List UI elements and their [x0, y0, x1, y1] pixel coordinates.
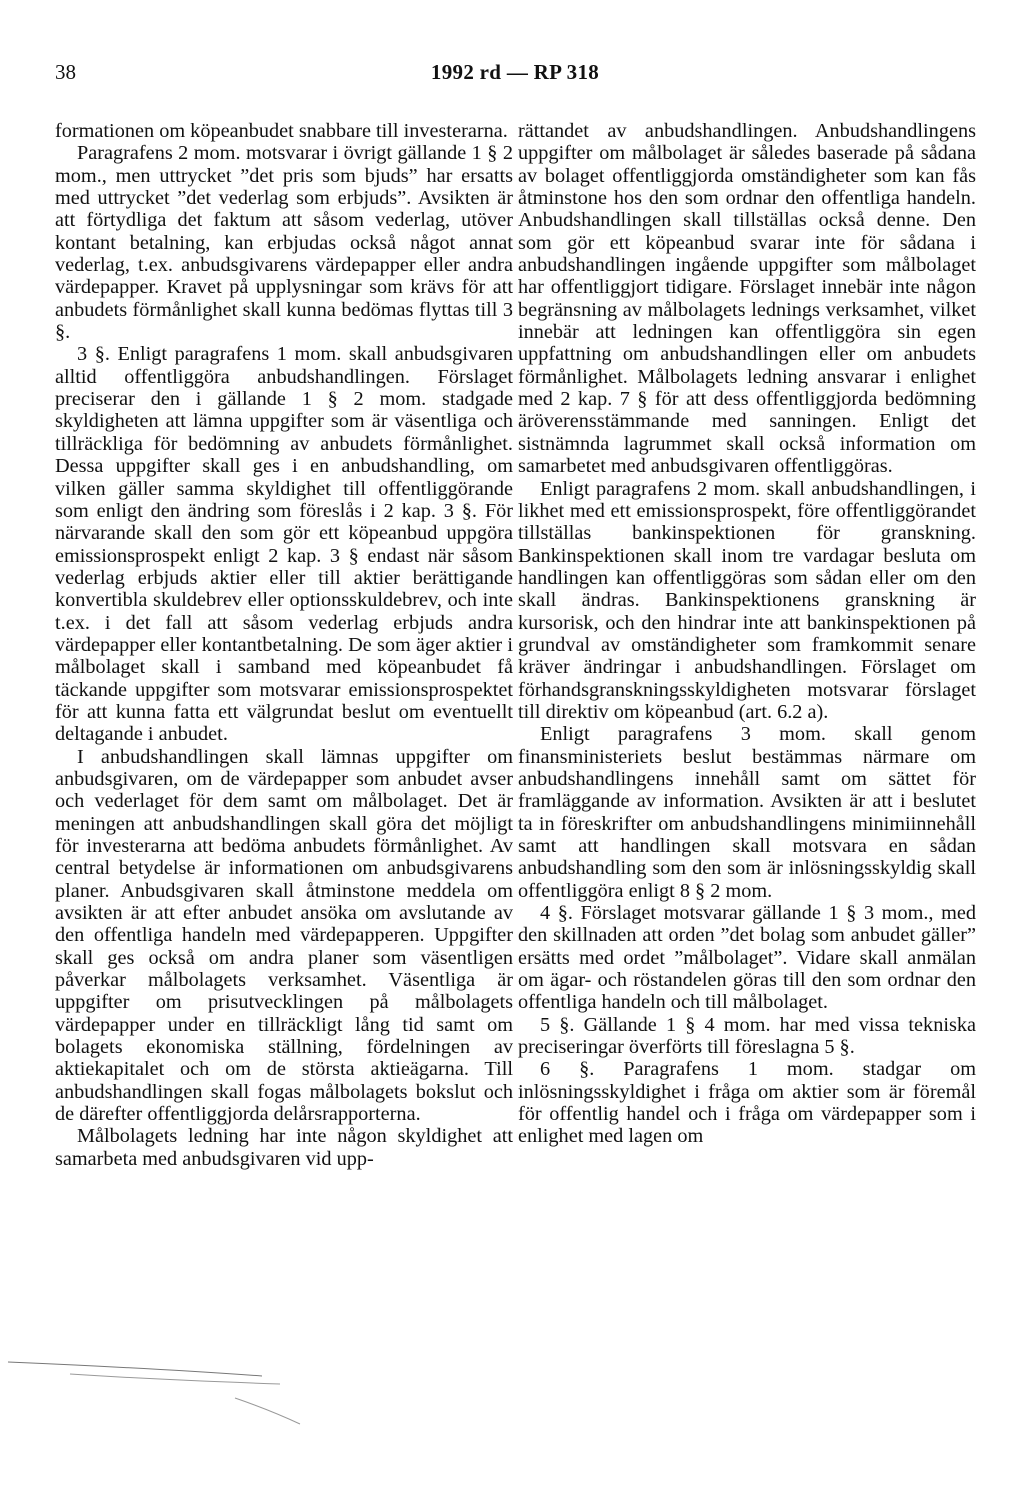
paragraph: Paragrafens 2 mom. motsvarar i övrigt gällande 1 § 2 mom., men uttrycket ”det pris som bjuds” har ersatts med uttrycket ”det vederlag som erbjuds”. Avsikten är att förtydliga det faktum att såsom vederlag, utöver kontant betalning, kan erbjudas också något annat vederlag, t.ex. anbudsgivarens värdepapper eller andra värdepapper. Kravet på upplysningar som krävs för att anbudets förmånlighet skall kunna bedömas flyttas till 3 §. — [55, 142, 513, 344]
paragraph: Målbolagets ledning har inte någon skyldighet att samarbeta med anbudsgivaren vid upp- — [55, 1125, 513, 1170]
right-column — [518, 120, 976, 1148]
page-number: 38 — [55, 60, 76, 84]
paragraph: formationen om köpeanbudet snabbare till investerarna. — [55, 120, 508, 142]
paragraph: 3 §. Enligt paragrafens 1 mom. skall anbudsgivaren alltid offentliggöra anbudshandlingen. Förslaget preciserar den i gällande 1 § 2 mom. stadgade skyldigheten att lämna uppgifter som är väsentliga och tillräckliga för bedömning av anbudets förmånlighet. Dessa uppgifter skall ges i en anbudshandling, om vilken gäller samma skyldighet till offentliggörande som enligt den ändring som föreslås i 2 kap. 3 §. För närvarande skall den som gör ett köpeanbud uppgöra emissionsprospekt enligt 2 kap. 3 § endast när såsom vederlag erbjuds aktier eller till aktier berättigande konvertibla skuldebrev eller optionsskuldebrev, och inte t.ex. i det fall att såsom vederlag erbjuds andra värdepapper eller kontantbetalning. De som äger aktier i målbolaget skall i samband med köpeanbudet få täckande uppgifter som motsvarar emissionsprospektet för att kunna fatta ett välgrundat beslut om eventuellt deltagande i anbudet. — [55, 343, 513, 746]
page-header — [55, 60, 975, 90]
paragraph: Enligt paragrafens 2 mom. skall anbudshandlingen, i likhet med ett emissionsprospekt, före offentliggörandet tillställas bankinspektionen för granskning. Bankinspektionen skall inom tre vardagar besluta om handlingen kan offentliggöras som sådan eller om den skall ändras. Bankinspektionens granskning är kursorisk, och den hindrar inte att bankinspektionen på grundval av omständigheter som framkommit senare kräver ändringar i anbudshandlingen. Förslaget om förhandsgranskningsskyldigheten motsvarar förslaget till direktiv om köpeanbud (art. 6.2 a). — [518, 477, 976, 723]
paragraph: 5 §. Gällande 1 § 4 mom. har med vissa tekniska preciseringar överförts till föreslagna 5 §. — [518, 1013, 976, 1059]
paragraph: Enligt paragrafens 3 mom. skall genom finansministeriets beslut bestämmas närmare om anbudshandlingens innehåll samt om sättet för framläggande av information. Avsikten är att i beslutet ta in föreskrifter om anbudshandlingens minimiinnehåll samt att handlingen skall motsvara en sådan anbudshandling som den som är inlösningsskyldig skall offentliggöra enligt 8 § 2 mom. — [518, 723, 976, 902]
paragraph: 6 §. Paragrafens 1 mom. stadgar om inlösningsskyldighet i fråga om aktier som är föremål för offentlig handel och i fråga om värdepapper som i enlighet med lagen om — [518, 1058, 976, 1148]
paragraph: I anbudshandlingen skall lämnas uppgifter om anbudsgivaren, om de värdepapper som anbudet avser och vederlaget för dem samt om målbolaget. Det är meningen att anbudshandlingen skall göra det möjligt för investerarna att bedöma anbudets förmånlighet. Av central betydelse är informationen om anbudsgivarens planer. Anbudsgivaren skall åtminstone meddela om avsikten är att efter anbudet ansöka om avslutande av den offentliga handeln med värdepapperen. Uppgifter skall ges också om andra planer som väsentligen påverkar målbolagets verksamhet. Väsentliga är uppgifter om prisutvecklingen på målbolagets värdepapper under en tillräckligt lång tid samt om bolagets ekonomiska ställning, fördelningen av aktiekapitalet och om de största aktieägarna. Till anbudshandlingen skall fogas målbolagets bokslut och de därefter offentliggjorda delårsrapporterna. — [55, 745, 513, 1126]
left-column — [55, 120, 513, 1170]
running-title: 1992 rd — RP 318 — [430, 60, 600, 84]
paragraph: 4 §. Förslaget motsvarar gällande 1 § 3 mom., med den skillnaden att orden ”det bolag som anbudet gäller” ersätts med ordet ”målbolaget”. Vidare skall anmälan om ägar- och röstandelen göras till den som ordnar den offentliga handeln och till målbolaget. — [518, 902, 976, 1014]
paragraph: rättandet av anbudshandlingen. Anbudshandlingens uppgifter om målbolaget är således baserade på sådana av bolaget offentliggjorda omständigheter som kan fås åtminstone hos den som ordnar den offentliga handeln. Anbudshandlingen skall tillställas också denne. Den som gör ett köpeanbud svarar inte för sådana i anbudshandlingen ingående uppgifter som målbolaget har offentliggjort tidigare. Förslaget innebär inte någon begränsning av målbolagets lednings verksamhet, vilket innebär att ledningen kan offentliggöra sin egen uppfattning om anbudshandlingen eller om anbudets förmånlighet. Målbolagets ledning ansvarar i enlighet med 2 kap. 7 § för att dess offentliggjorda bedömning äröverensstämmande med sanningen. Enligt det sistnämnda lagrummet skall också information om samarbetet med anbudsgivaren offentliggöras. — [518, 120, 976, 478]
